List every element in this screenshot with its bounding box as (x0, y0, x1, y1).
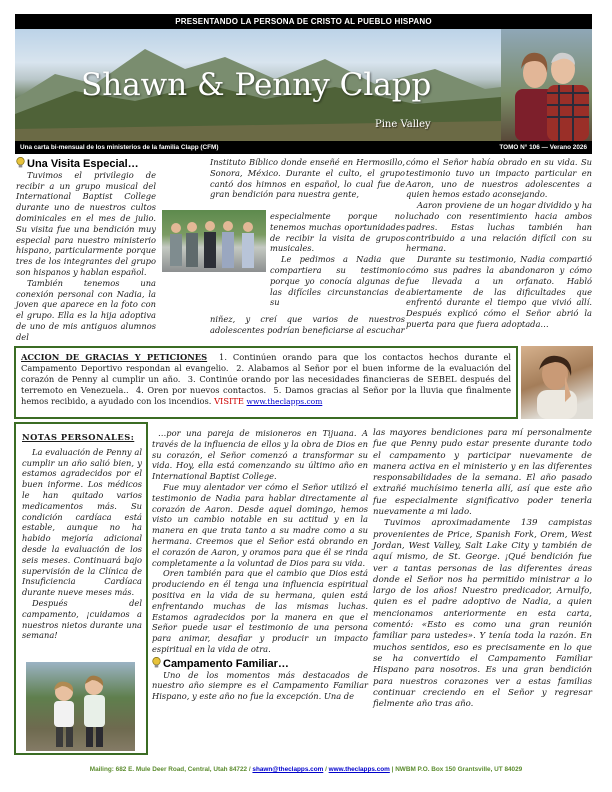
middle-paragraph: Fue muy alentador ver cómo el Señor utilizó el testimonio de Nadia para hablar directamente al corazón de Aaron. Desde aquel domingo, hemos visto un cambio notable en su actitud y en la manera en que trata tanto a su madre como a su hermana. Creemos que el Señor está obrando en el corazón de Aaron, y oramos para que él se rinda completamente a la voluntad de Dios para su vida. (152, 481, 368, 568)
grandchildren-photo-image (26, 662, 135, 751)
prayer-requests-box (14, 346, 518, 419)
footer-contact (0, 766, 612, 773)
website-footer-link[interactable]: www.theclapps.com (328, 766, 390, 773)
couple-portrait-image (501, 29, 592, 141)
footer-separator: / (325, 766, 327, 773)
visita-paragraph: Aaron proviene de un hogar dividido y ha luchado con resentimiento hacia ambos padres. Estas luchas también han contribuido a una relación difícil con su hermana. (406, 200, 592, 254)
notes-paragraph: La evaluación de Penny al cumplir un año salió bien, y estamos agradecidos por el buen informe. Los médicos le han quitado varios medicamentos más. Su condición cardíaca está estable, aunque no ha habido mejoría adicional desde la evaluación de los seis meses. Continuará bajo supervisión de la Clínica de Insuficiencia Cardíaca durante nueve meses más. (22, 446, 142, 598)
camp-heading: Campamento Familiar… (152, 657, 368, 670)
newsletter-title: Shawn & Penny Clapp (81, 67, 432, 103)
subtitle-bar (15, 141, 592, 154)
visita-paragraph: niñez, y creí que varios de nuestros adolescentes podrían beneficiarse al escuchar (210, 314, 405, 335)
visita-column-3 (406, 157, 592, 330)
right-paragraph: las mayores bendiciones para mí personalmente fue que Penny pudo estar presente durante todo el campamento y participar nuevamente de manera activa en el ministerio y en las diferentes responsabilidades de la semana. El año pasado extrañé muchísimo tenerla allí, así que este año fue especialmente significativo poder tenerla nuevamente a mi lado. (373, 428, 592, 518)
nwbm-address: | NWBM P.O. Box 150 Grantsville, UT 84029 (391, 766, 523, 773)
right-column (373, 428, 592, 710)
middle-paragraph: …por una pareja de misioneros en Tijuana. A través de la influencia de ellos y la obra de Dios en su corazón, el Señor comenzó a transformar su vida. Hoy, ella está comenzando su último año en International Baptist College. (152, 428, 368, 482)
visita-paragraph: especialmente porque no tenemos muchas oportunidades de recibir la visita de grupos musicales. (270, 211, 405, 254)
middle-column (152, 428, 368, 702)
group-photo-image (162, 210, 266, 272)
visita-paragraph: Durante su testimonio, Nadia compartió cómo sus padres la abandonaron y cómo fue llevada a un orfanato. Habló abiertamente de las dificultades que enfrentó durante el tiempo que vivió allí. Después explicó cómo el Señor abrió la puerta para que fuera adoptada… (406, 254, 592, 329)
lightbulb-icon (152, 657, 161, 668)
visita-paragraph: Instituto Bíblico donde enseñé en Hermosillo, Sonora, México. Durante el culto, el grupo cantó dos himnos en español, lo cual fue de gran bendición para nuestra gente, (210, 157, 405, 200)
header-photo-banner (15, 29, 592, 141)
visita-paragraph: Le pedimos a Nadia que compartiera su testimonio porque yo conocía algunas de las difíciles circunstancias de su (270, 254, 405, 308)
email-link[interactable]: shawn@theclapps.com (252, 766, 324, 773)
notes-paragraph: Después del campamento, ¡cuidamos a nuestros nietos durante una semana! (22, 597, 142, 641)
visita-column-2-top (210, 157, 405, 200)
issue-number: TOMO N° 106 — Verano 2026 (499, 144, 587, 151)
praying-girl-image (521, 346, 593, 419)
visita-paragraph: También tenemos una conexión personal con Nadia, la joven que aparece en la foto con el grupo. Ella es la hija adoptiva de uno de mis antiguos alumnos del (16, 277, 156, 342)
visita-heading: Una Visita Especial… (16, 157, 156, 170)
middle-paragraph: Oren también para que el cambio que Dios está produciendo en él tenga una influencia espiritual positiva en la vida de su hermana, quien está enfrentando muchas de las mismas luchas. Estamos agradecidos por la manera en que el Señor puede usar el testimonio de una persona para animar, desafiar y producir un impacto espiritual en la vida de otra. (152, 568, 368, 654)
top-banner: PRESENTANDO LA PERSONA DE CRISTO AL PUEBLO HISPANO (15, 14, 592, 29)
visita-column-2-bottom (210, 314, 405, 336)
website-link[interactable]: www.theclapps.com (246, 397, 323, 406)
mailing-address: Mailing: 682 E. Mule Deer Road, Central, Utah 84722 / (89, 766, 251, 773)
prayer-item: 1. Continúen orando para que los contactos hechos durante el Campamento Deportivo respondan al evangelio. (21, 352, 512, 373)
prayer-item: 3. Continúe orando por las necesidades financieras de SEBEL después del terremoto en Venezuela.. (21, 374, 512, 395)
visita-column-2-wrap (270, 211, 405, 308)
middle-paragraph: Uno de los momentos más destacados de nuestro año siempre es el Campamento Familiar Hispano, y este año no fue la excepción. Una de (152, 669, 368, 702)
visita-paragraph: Tuvimos el privilegio de recibir a un grupo musical del International Baptist College durante uno de nuestros cultos dominicales en el mes de julio. Su visita fue una bendición muy especial para nuestro ministerio hispano, particularmente porque tres de los integrantes del grupo son hispanos y hablan español. (16, 169, 156, 277)
right-paragraph: Tuvimos aproximadamente 139 campistas provenientes de Price, Spanish Fork, Orem, West Jordan, West Valley, Salt Lake City y también de aquí mismo, de St. George. ¡Qué bendición fue ver a tantas personas de las diferentes áreas donde el Señor nos ha permitido ministrar a lo largo de los años! Nuestro predicador, Arnulfo, quien es el padre adoptivo de Nadia, a quien mencionamos anteriormente en esta carta, comentó: «Esto es como una gran reunión familiar para ustedes». Y tenía toda la razón. En muchos sentidos, eso es precisamente en lo que se ha convertido el Campamento Familiar Hispano para nosotros. Es una gran bendición para nuestros corazones ver a estas familias continuar creciendo en el Señor y regresar fielmente año tras año. (373, 518, 592, 710)
prayer-item: 2. Alabamos al Señor por el buen informe de la evaluación del corazón de Penny al cumplir un año. (21, 363, 512, 384)
lightbulb-icon (16, 157, 25, 168)
visita-paragraph: cómo el Señor había obrado en su vida. Su testimonio tuvo un impacto particular en Aaron, uno de nuestros adolescentes a quien hemos estado aconsejando. (406, 157, 592, 200)
visita-column-1 (16, 157, 156, 343)
location-caption: Pine Valley (375, 119, 431, 130)
prayer-item: 5. Damos gracias al Señor por la lluvia que finalmente hemos recibido, a ayudado con los incendios. (21, 385, 511, 406)
visit-label: VISITE (214, 396, 244, 406)
subtitle-left: Una carta bi-mensual de los ministerios de la familia Clapp (CFM) (20, 144, 219, 151)
prayer-requests-heading: ACCION DE GRACIAS Y PETICIONES (21, 352, 208, 362)
personal-notes-heading: NOTAS PERSONALES: (22, 432, 135, 442)
prayer-item: 4. Oren por nuevos contactos. (135, 385, 267, 395)
